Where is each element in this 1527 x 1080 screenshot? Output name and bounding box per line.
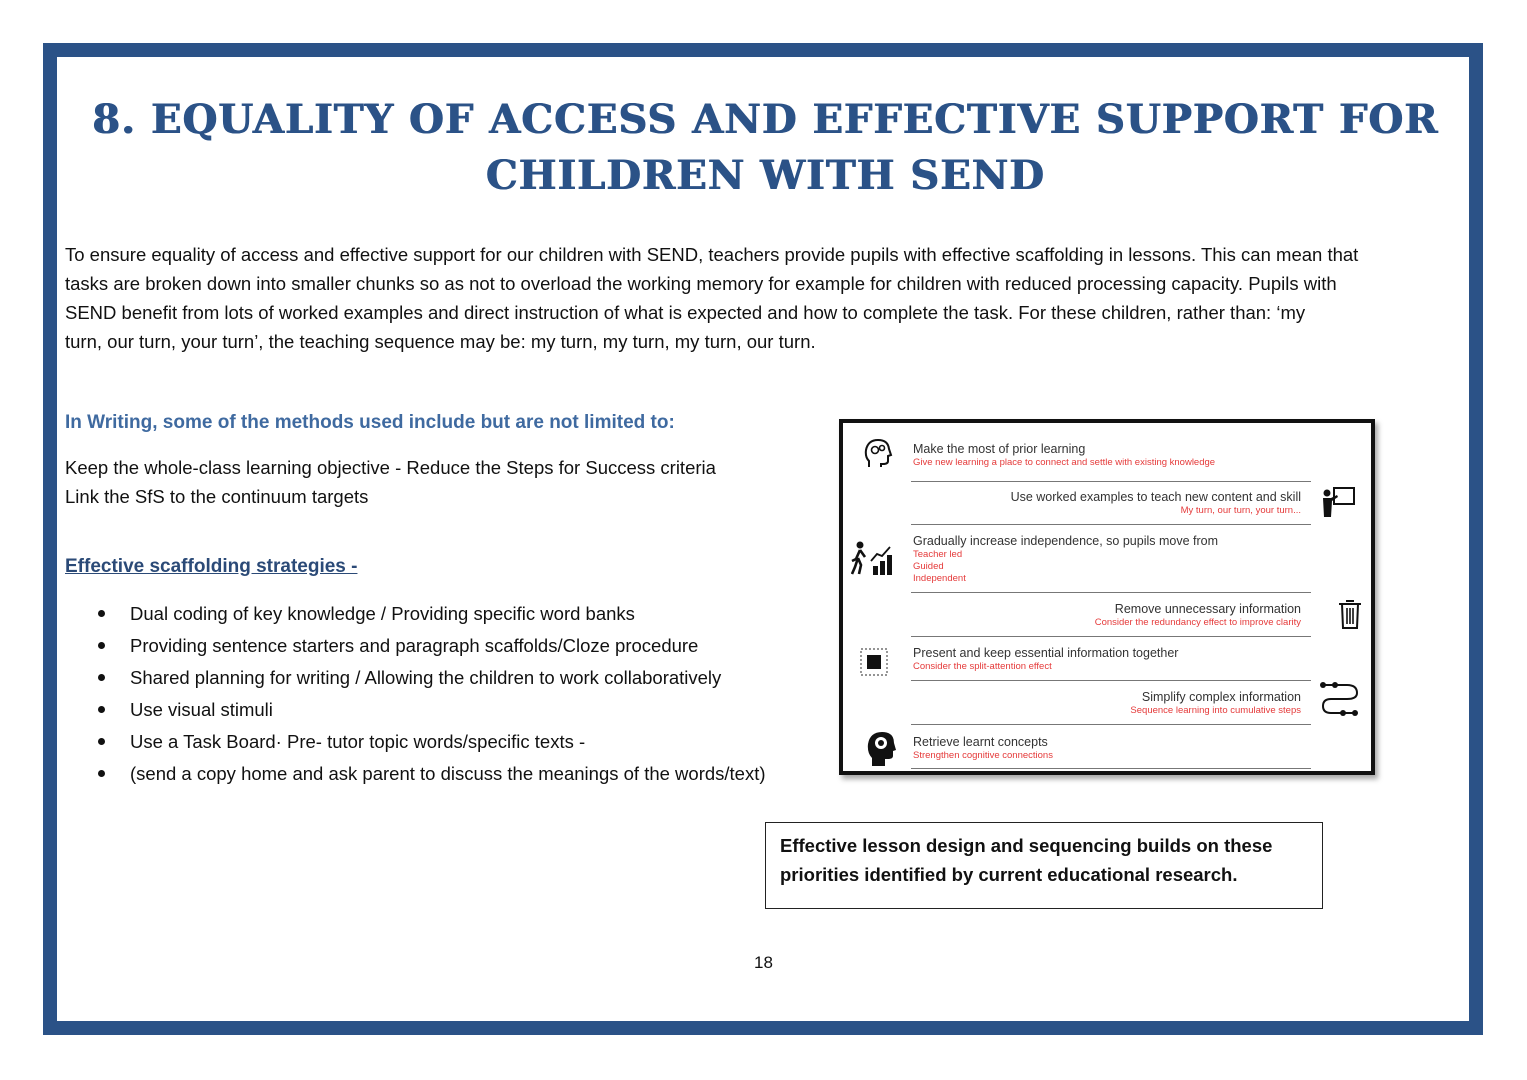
list-item: [65, 758, 835, 790]
research-priorities-figure: [839, 419, 1375, 775]
row-subtitle: Independent: [913, 573, 966, 584]
research-callout-box: [765, 822, 1323, 909]
row-subtitle: Guided: [913, 561, 944, 572]
list-item-text: Providing sentence starters and paragraph scaffolds/Cloze procedure: [130, 635, 699, 656]
page-number: 18: [754, 953, 773, 972]
writing-line-2: Link the SfS to the continuum targets: [65, 486, 369, 507]
page-title: [60, 92, 1470, 204]
row-title: Retrieve learnt concepts: [913, 735, 1048, 749]
bullet-icon: [98, 642, 105, 649]
figure-row-5: [913, 645, 1178, 673]
climbing-steps-icon: [851, 541, 893, 577]
bullet-icon: [98, 770, 105, 777]
list-item: [65, 598, 835, 630]
row-subtitle: Consider the redundancy effect to improve clarity: [1094, 617, 1301, 628]
intro-line: SEND benefit from lots of worked examples and direct instruction of what is expected and how to complete the task. For these children, rather than: ‘my: [65, 302, 1306, 323]
teacher-board-icon: [1319, 485, 1357, 519]
row-title: Make the most of prior learning: [913, 442, 1086, 456]
figure-row-2: [1011, 489, 1301, 517]
list-item-text: (send a copy home and ask parent to discuss the meanings of the words/text): [130, 763, 766, 784]
list-item-text: Use a Task Board· Pre- tutor topic words/specific texts -: [130, 731, 586, 752]
intro-paragraph: [65, 240, 1465, 356]
page-title-line-1: 8. EQUALITY OF ACCESS AND EFFECTIVE SUPPORT FOR: [91, 96, 1439, 143]
row-subtitle: Consider the split-attention effect: [913, 661, 1052, 672]
list-item-text: Shared planning for writing / Allowing the children to work collaboratively: [130, 667, 722, 688]
row-title: Use worked examples to teach new content and skill: [1010, 490, 1301, 504]
sequence-path-icon: [1319, 679, 1361, 719]
head-gears-icon: [863, 437, 893, 471]
intro-line: To ensure equality of access and effective support for our children with SEND, teachers provide pupils with effective scaffolding in lessons. This can mean that: [65, 244, 1359, 265]
list-item-text: Dual coding of key knowledge / Providing specific word banks: [130, 603, 635, 624]
row-title: Present and keep essential information together: [913, 646, 1179, 660]
scaffolding-heading: Effective scaffolding strategies -: [65, 556, 358, 577]
row-title: Remove unnecessary information: [1114, 602, 1301, 616]
row-divider: [911, 768, 1311, 769]
intro-line: tasks are broken down into smaller chunks so as not to overload the working memory for example for children with reduced processing capacity. Pupils with: [65, 273, 1337, 294]
list-item-text: Use visual stimuli: [130, 699, 273, 720]
figure-row-1: [913, 441, 1215, 469]
row-divider: [911, 724, 1311, 725]
page-title-line-2: CHILDREN WITH SEND: [485, 152, 1045, 199]
row-divider: [911, 636, 1311, 637]
figure-row-4: [1095, 601, 1301, 629]
row-divider: [911, 524, 1311, 525]
trash-icon: [1337, 598, 1363, 630]
row-divider: [911, 592, 1311, 593]
row-divider: [911, 481, 1311, 482]
callout-line: priorities identified by current educational research.: [780, 864, 1238, 885]
row-title: Gradually increase independence, so pupils move from: [913, 534, 1219, 548]
row-subtitle: Sequence learning into cumulative steps: [1130, 705, 1301, 716]
writing-line-1: Keep the whole-class learning objective - Reduce the Steps for Success criteria: [65, 457, 716, 478]
bullet-icon: [98, 738, 105, 745]
row-title: Simplify complex information: [1141, 690, 1301, 704]
figure-row-6: [1130, 689, 1301, 717]
row-subtitle: My turn, our turn, your turn...: [1180, 505, 1301, 516]
list-item: [65, 694, 835, 726]
list-item: [65, 630, 835, 662]
callout-line: Effective lesson design and sequencing builds on these: [780, 835, 1273, 856]
bullet-icon: [98, 706, 105, 713]
list-item: [65, 726, 835, 758]
head-brain-icon: [865, 728, 897, 768]
bullet-icon: [98, 610, 105, 617]
row-divider: [911, 680, 1311, 681]
figure-row-7: [913, 734, 1053, 762]
writing-heading: In Writing, some of the methods used include but are not limited to:: [65, 412, 675, 433]
figure-row-3: [913, 533, 1218, 585]
bullet-icon: [98, 674, 105, 681]
focus-square-icon: [859, 647, 889, 679]
intro-line: turn, our turn, your turn’, the teaching sequence may be: my turn, my turn, my turn, our turn.: [65, 331, 816, 352]
list-item: [65, 662, 835, 694]
row-subtitle: Give new learning a place to connect and settle with existing knowledge: [913, 457, 1216, 468]
row-subtitle: Strengthen cognitive connections: [913, 750, 1053, 761]
scaffolding-list: [65, 598, 835, 790]
row-subtitle: Teacher led: [913, 549, 963, 560]
